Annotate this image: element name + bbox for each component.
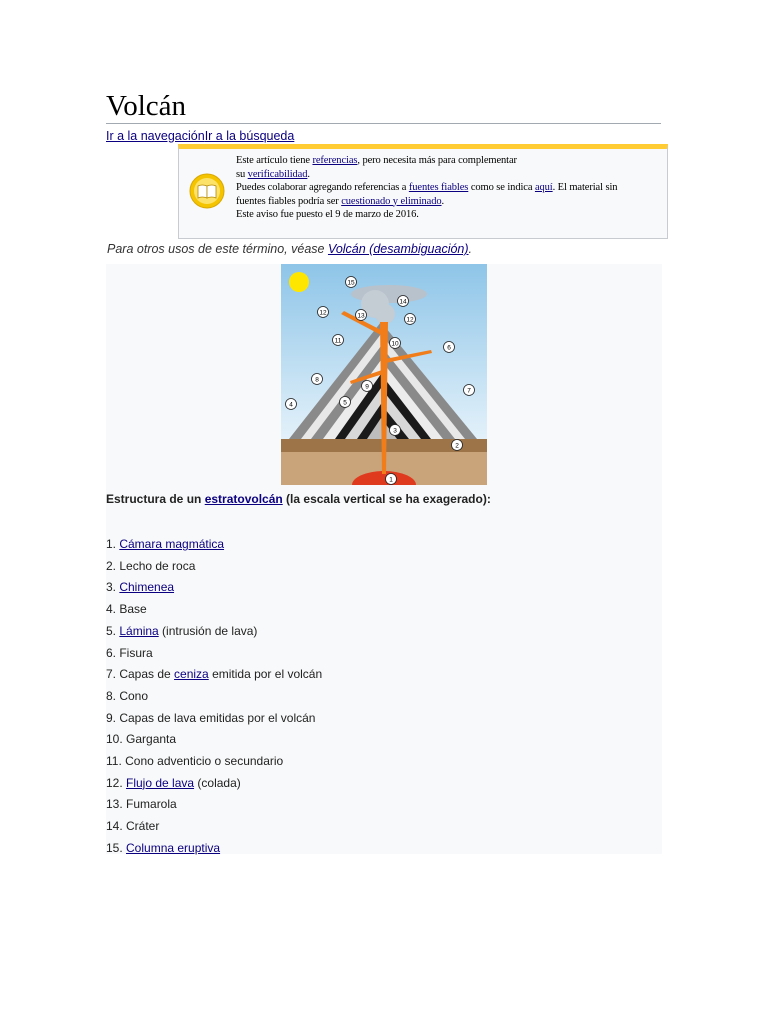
caption-text: Estructura de un xyxy=(106,492,205,506)
notice-line xyxy=(236,195,666,209)
diagram-marker xyxy=(464,385,475,396)
disambiguation-link[interactable]: Volcán (desambiguación) xyxy=(327,242,469,256)
legend-number: 3. xyxy=(106,580,120,595)
legend-text: (intrusión de lava) xyxy=(158,623,258,638)
diagram-marker-label: 11 xyxy=(334,337,342,345)
legend-text: emitida por el volcán xyxy=(208,667,323,682)
diagram-marker-label: 4 xyxy=(289,401,293,409)
legend-item xyxy=(106,599,322,621)
diagram-marker-label: 14 xyxy=(399,298,407,306)
diagram-marker-label: 9 xyxy=(365,383,369,391)
diagram-marker-label: 15 xyxy=(347,279,355,287)
legend-text: Lecho de roca xyxy=(119,558,196,573)
legend-number: 6. xyxy=(106,645,120,660)
legend-number: 1. xyxy=(106,537,120,551)
legend-text: Cono adventicio o secundario xyxy=(125,754,284,769)
diagram-marker-label: 2 xyxy=(455,442,459,450)
page-title: Volcán xyxy=(106,90,187,122)
legend-text: Capas de lava emitidas por el volcán xyxy=(119,710,316,725)
notice-text-span: , pero necesita más para complementar xyxy=(357,155,517,166)
notice-text-span: . xyxy=(307,168,310,180)
legend-number: 9. xyxy=(106,710,120,725)
diagram-marker xyxy=(452,440,463,451)
legend-item xyxy=(106,556,322,578)
diagram-marker-label: 12 xyxy=(406,316,414,324)
notice-text-span: fuentes fiables podría ser xyxy=(236,195,342,207)
notice-text-span: su xyxy=(236,168,248,180)
notice-text-span: . El material sin xyxy=(552,182,618,193)
legend-number: 11. xyxy=(106,754,126,769)
verificabilidad-link[interactable]: verificabilidad xyxy=(247,168,308,180)
diagram-marker-label: 8 xyxy=(315,376,319,384)
legend-link[interactable]: Chimenea xyxy=(119,580,175,595)
references-notice-box xyxy=(178,144,668,239)
legend-item xyxy=(106,729,322,751)
diagram-marker-label: 10 xyxy=(391,340,399,348)
jump-to-search-link[interactable]: Ir a la búsqueda xyxy=(204,129,295,143)
legend-item xyxy=(106,794,322,816)
notice-line: Este aviso fue puesto el 9 de marzo de 2016. xyxy=(236,209,419,220)
notice-line xyxy=(236,181,666,195)
legend-item xyxy=(106,751,322,773)
legend-link[interactable]: Lámina xyxy=(119,623,159,638)
legend-number: 12. xyxy=(106,775,127,790)
legend-text: Base xyxy=(119,602,147,617)
legend-text: Cono xyxy=(119,688,149,703)
legend-item xyxy=(106,534,322,556)
diagram-marker xyxy=(286,399,297,410)
notice-text-span: como se indica xyxy=(468,182,535,193)
diagram-marker xyxy=(386,474,397,485)
legend-number: 5. xyxy=(106,623,120,638)
hatnote-text: Para otros usos de este término, véase xyxy=(107,242,328,256)
legend-item xyxy=(106,686,322,708)
diagram-marker xyxy=(333,335,344,346)
legend-item xyxy=(106,577,322,599)
legend-link[interactable]: Cámara magmática xyxy=(119,537,225,551)
legend-text: Cráter xyxy=(126,819,160,834)
estratovolcan-link[interactable]: estratovolcán xyxy=(204,492,283,506)
legend-item xyxy=(106,708,322,730)
notice-line xyxy=(236,154,666,168)
legend-link[interactable]: ceniza xyxy=(174,667,209,682)
diagram-marker-label: 1 xyxy=(389,476,393,484)
legend-number: 2. xyxy=(106,558,120,573)
legend-item xyxy=(106,838,322,860)
diagram-marker-label: 5 xyxy=(343,399,347,407)
notice-text xyxy=(236,154,666,222)
legend-text: Fisura xyxy=(119,645,153,660)
diagram-legend xyxy=(106,534,322,860)
jump-links xyxy=(106,128,294,144)
legend-text: Garganta xyxy=(126,732,177,747)
legend-item xyxy=(106,643,322,665)
diagram-marker xyxy=(318,307,329,318)
volcano-diagram[interactable] xyxy=(281,264,487,485)
legend-number: 10. xyxy=(106,732,127,747)
legend-text: Fumarola xyxy=(126,797,177,812)
legend-text: (colada) xyxy=(194,775,241,790)
legend-number: 4. xyxy=(106,602,120,617)
referencias-link[interactable]: referencias xyxy=(312,155,358,166)
diagram-marker xyxy=(312,374,323,385)
diagram-marker xyxy=(405,314,416,325)
diagram-caption xyxy=(106,491,491,507)
hatnote-text: . xyxy=(468,242,473,256)
diagram-marker-label: 7 xyxy=(467,387,471,395)
diagram-marker-label: 13 xyxy=(357,312,365,320)
diagram-marker-label: 12 xyxy=(319,309,327,317)
aqui-link[interactable]: aquí xyxy=(534,182,553,193)
notice-text-span: Puedes colaborar agregando referencias a xyxy=(236,182,409,193)
notice-text-span: . xyxy=(441,195,445,207)
diagram-marker xyxy=(390,425,401,436)
caption-text: (la escala vertical se ha exagerado): xyxy=(282,492,491,506)
legend-number: 8. xyxy=(106,688,120,703)
infobox xyxy=(106,264,662,854)
legend-item xyxy=(106,664,322,686)
legend-link[interactable]: Flujo de lava xyxy=(126,775,195,790)
legend-number: 14. xyxy=(106,819,127,834)
diagram-marker xyxy=(356,310,367,321)
notice-text-span: Este artículo tiene xyxy=(236,155,313,166)
legend-number: 13. xyxy=(106,797,127,812)
legend-number: 15. xyxy=(106,840,127,855)
legend-item xyxy=(106,816,322,838)
jump-to-navigation-link[interactable]: Ir a la navegación xyxy=(106,129,205,143)
legend-text: Capas de xyxy=(119,667,175,682)
diagram-marker-label: 6 xyxy=(447,344,451,352)
diagram-marker xyxy=(390,338,401,349)
book-icon xyxy=(189,173,225,209)
legend-item xyxy=(106,773,322,795)
diagram-marker-label: 3 xyxy=(393,427,397,435)
notice-line xyxy=(236,168,666,182)
legend-item xyxy=(106,621,322,643)
fuentes-fiables-link[interactable]: fuentes fiables xyxy=(408,182,469,193)
title-divider xyxy=(106,123,661,124)
legend-link[interactable]: Columna eruptiva xyxy=(126,840,221,855)
legend-number: 7. xyxy=(106,667,120,682)
cuestionado-link[interactable]: cuestionado y eliminado xyxy=(341,195,442,207)
diagram-marker xyxy=(340,397,351,408)
diagram-marker xyxy=(346,277,357,288)
hatnote xyxy=(107,240,472,258)
diagram-marker xyxy=(398,296,409,307)
diagram-marker xyxy=(444,342,455,353)
diagram-marker xyxy=(362,381,373,392)
